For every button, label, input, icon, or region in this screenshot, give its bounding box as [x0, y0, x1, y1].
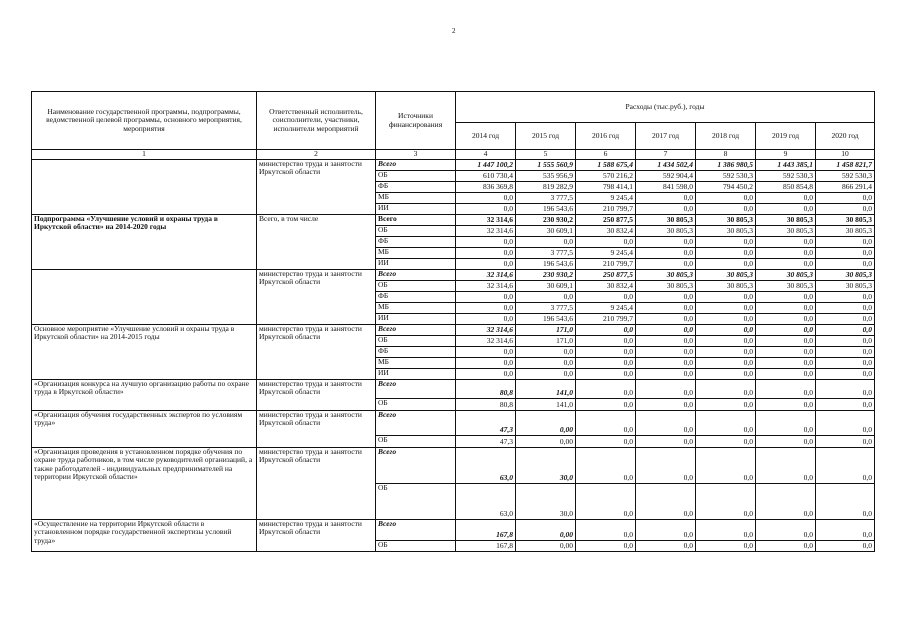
amount-cell: 0,0	[756, 398, 816, 410]
amount-cell: 0,00	[516, 540, 576, 551]
amount-cell: 0,0	[636, 192, 696, 203]
amount-cell: 0,0	[636, 346, 696, 357]
amount-cell: 32 314,6	[456, 280, 516, 291]
column-index: 2	[257, 150, 376, 160]
amount-cell: 0,0	[696, 302, 756, 313]
amount-cell: 0,0	[576, 379, 636, 398]
amount-cell: 0,0	[816, 540, 875, 551]
amount-cell: 196 543,6	[516, 258, 576, 269]
row-name: «Организация проведения в установленном порядке обучения по охране труда работников, в том числе руководителей организаций, а также работодателей - индивидуальных предпринимателей на территории Иркутской области»	[32, 447, 257, 519]
amount-cell: 0,0	[816, 335, 875, 346]
amount-cell: 0,0	[696, 398, 756, 410]
column-index: 7	[636, 150, 696, 160]
amount-cell: 0,0	[816, 291, 875, 302]
amount-cell: 171,0	[516, 335, 576, 346]
amount-cell: 47,3	[456, 435, 516, 447]
year-header: 2019 год	[756, 123, 816, 150]
amount-cell: 230 930,2	[516, 214, 576, 225]
table-row	[32, 214, 875, 225]
funding-source: ОБ	[376, 280, 456, 291]
amount-cell: 0,0	[816, 357, 875, 368]
amount-cell: 0,0	[636, 302, 696, 313]
amount-cell: 0,0	[816, 398, 875, 410]
amount-cell: 866 291,4	[816, 181, 875, 192]
funding-source: ФБ	[376, 346, 456, 357]
header-name: Наименование государственной программы, подпрограммы, ведомственной целевой программы, основного мероприятия, мероприятия	[32, 92, 257, 150]
amount-cell: 30 805,3	[696, 225, 756, 236]
amount-cell: 0,0	[456, 368, 516, 379]
amount-cell: 610 730,4	[456, 170, 516, 181]
amount-cell: 0,0	[456, 302, 516, 313]
amount-cell: 0,0	[756, 236, 816, 247]
amount-cell: 0,0	[456, 236, 516, 247]
amount-cell: 0,0	[456, 346, 516, 357]
column-index: 6	[576, 150, 636, 160]
amount-cell: 836 369,8	[456, 181, 516, 192]
row-executor: министерство труда и занятости Иркутской области	[257, 410, 376, 447]
amount-cell: 1 588 675,4	[576, 159, 636, 170]
amount-cell: 0,0	[636, 483, 696, 519]
amount-cell: 0,0	[576, 335, 636, 346]
amount-cell: 30 832,4	[576, 225, 636, 236]
funding-source: МБ	[376, 302, 456, 313]
amount-cell: 0,0	[576, 236, 636, 247]
column-index: 9	[756, 150, 816, 160]
amount-cell: 63,0	[456, 447, 516, 483]
amount-cell: 0,0	[756, 247, 816, 258]
amount-cell: 0,0	[456, 203, 516, 214]
funding-source: ИИ	[376, 203, 456, 214]
amount-cell: 0,0	[516, 357, 576, 368]
header-executor: Ответственный исполнитель, соисполнители, участники, исполнители мероприятий	[257, 92, 376, 150]
amount-cell: 0,0	[696, 324, 756, 335]
amount-cell: 171,0	[516, 324, 576, 335]
amount-cell: 167,8	[456, 519, 516, 540]
amount-cell: 570 216,2	[576, 170, 636, 181]
amount-cell: 0,0	[576, 291, 636, 302]
amount-cell: 0,0	[696, 291, 756, 302]
amount-cell: 0,0	[756, 192, 816, 203]
amount-cell: 230 930,2	[516, 269, 576, 280]
header-expenses: Расходы (тыс.руб.), годы	[456, 92, 875, 123]
amount-cell: 0,0	[816, 247, 875, 258]
amount-cell: 0,0	[696, 368, 756, 379]
amount-cell: 0,0	[636, 379, 696, 398]
amount-cell: 0,0	[636, 447, 696, 483]
row-executor: министерство труда и занятости Иркутской области	[257, 324, 376, 379]
amount-cell: 0,0	[816, 192, 875, 203]
funding-source: ИИ	[376, 313, 456, 324]
year-header: 2016 год	[576, 123, 636, 150]
amount-cell: 798 414,1	[576, 181, 636, 192]
funding-source: ОБ	[376, 398, 456, 410]
amount-cell: 30 805,3	[756, 280, 816, 291]
amount-cell: 0,0	[756, 302, 816, 313]
amount-cell: 0,0	[756, 313, 816, 324]
funding-source: ИИ	[376, 258, 456, 269]
expenses-table	[31, 91, 875, 552]
funding-source: ОБ	[376, 225, 456, 236]
amount-cell: 0,0	[816, 302, 875, 313]
amount-cell: 819 282,9	[516, 181, 576, 192]
amount-cell: 0,0	[816, 324, 875, 335]
funding-source: МБ	[376, 357, 456, 368]
year-header: 2017 год	[636, 123, 696, 150]
amount-cell: 0,0	[636, 258, 696, 269]
amount-cell: 841 598,0	[636, 181, 696, 192]
funding-source: Всего	[376, 379, 456, 398]
amount-cell: 0,0	[696, 379, 756, 398]
amount-cell: 32 314,6	[456, 335, 516, 346]
funding-source: ОБ	[376, 435, 456, 447]
funding-source: Всего	[376, 214, 456, 225]
amount-cell: 592 530,3	[756, 170, 816, 181]
amount-cell: 0,0	[696, 447, 756, 483]
amount-cell: 0,00	[516, 519, 576, 540]
amount-cell: 0,0	[696, 410, 756, 435]
amount-cell: 0,0	[816, 483, 875, 519]
row-executor: министерство труда и занятости Иркутской области	[257, 269, 376, 324]
amount-cell: 0,0	[576, 447, 636, 483]
amount-cell: 80,8	[456, 398, 516, 410]
amount-cell: 250 877,5	[576, 214, 636, 225]
funding-source: ОБ	[376, 483, 456, 519]
amount-cell: 30 805,3	[636, 269, 696, 280]
amount-cell: 167,8	[456, 540, 516, 551]
table-row	[32, 269, 875, 280]
funding-source: ИИ	[376, 368, 456, 379]
amount-cell: 210 799,7	[576, 258, 636, 269]
amount-cell: 3 777,5	[516, 192, 576, 203]
amount-cell: 0,0	[576, 346, 636, 357]
amount-cell: 0,0	[756, 519, 816, 540]
amount-cell: 0,0	[456, 291, 516, 302]
funding-source: ОБ	[376, 170, 456, 181]
funding-source: Всего	[376, 324, 456, 335]
amount-cell: 0,0	[816, 346, 875, 357]
amount-cell: 0,0	[756, 258, 816, 269]
amount-cell: 210 799,7	[576, 203, 636, 214]
row-name	[32, 159, 257, 214]
amount-cell: 1 386 980,5	[696, 159, 756, 170]
amount-cell: 0,0	[696, 357, 756, 368]
row-name: «Организация обучения государственных экспертов по условиям труда»	[32, 410, 257, 447]
funding-source: ФБ	[376, 181, 456, 192]
amount-cell: 30 609,1	[516, 225, 576, 236]
table-row	[32, 324, 875, 335]
amount-cell: 0,0	[756, 335, 816, 346]
amount-cell: 0,0	[636, 357, 696, 368]
amount-cell: 0,0	[636, 313, 696, 324]
amount-cell: 0,00	[516, 435, 576, 447]
amount-cell: 0,0	[696, 236, 756, 247]
amount-cell: 592 530,3	[696, 170, 756, 181]
amount-cell: 0,0	[456, 313, 516, 324]
amount-cell: 80,8	[456, 379, 516, 398]
amount-cell: 0,0	[576, 540, 636, 551]
funding-source: Всего	[376, 519, 456, 540]
funding-source: МБ	[376, 247, 456, 258]
amount-cell: 250 877,5	[576, 269, 636, 280]
table-row	[32, 379, 875, 398]
amount-cell: 1 443 385,1	[756, 159, 816, 170]
amount-cell: 30 805,3	[756, 214, 816, 225]
year-header: 2018 год	[696, 123, 756, 150]
funding-source: Всего	[376, 269, 456, 280]
amount-cell: 1 555 560,9	[516, 159, 576, 170]
column-index: 10	[816, 150, 875, 160]
amount-cell: 30 805,3	[756, 225, 816, 236]
year-header: 2015 год	[516, 123, 576, 150]
amount-cell: 0,0	[696, 192, 756, 203]
amount-cell: 0,0	[636, 236, 696, 247]
amount-cell: 0,0	[576, 519, 636, 540]
amount-cell: 1 458 821,7	[816, 159, 875, 170]
amount-cell: 0,0	[816, 410, 875, 435]
amount-cell: 0,0	[816, 435, 875, 447]
amount-cell: 0,0	[636, 540, 696, 551]
amount-cell: 0,0	[816, 379, 875, 398]
amount-cell: 30 805,3	[816, 225, 875, 236]
amount-cell: 0,0	[576, 410, 636, 435]
amount-cell: 592 530,3	[816, 170, 875, 181]
header-sources: Источники финансирования	[376, 92, 456, 150]
amount-cell: 0,0	[636, 335, 696, 346]
year-header: 2020 год	[816, 123, 875, 150]
amount-cell: 30 805,3	[636, 225, 696, 236]
amount-cell: 0,0	[576, 398, 636, 410]
row-name: Основное мероприятие «Улучшение условий и охраны труда в Иркутской области» на 2014-2015 годы	[32, 324, 257, 379]
amount-cell: 0,0	[636, 435, 696, 447]
amount-cell: 0,0	[756, 291, 816, 302]
amount-cell: 0,0	[696, 483, 756, 519]
amount-cell: 30 805,3	[696, 214, 756, 225]
amount-cell: 32 314,6	[456, 214, 516, 225]
row-name: «Осуществление на территории Иркутской области в установленном порядке государственной экспертизы условий труда»	[32, 519, 257, 551]
amount-cell: 0,0	[636, 368, 696, 379]
year-header: 2014 год	[456, 123, 516, 150]
amount-cell: 0,0	[816, 236, 875, 247]
amount-cell: 30 805,3	[636, 214, 696, 225]
amount-cell: 30,0	[516, 483, 576, 519]
amount-cell: 0,0	[816, 447, 875, 483]
amount-cell: 0,0	[516, 368, 576, 379]
amount-cell: 0,0	[756, 379, 816, 398]
amount-cell: 0,0	[756, 410, 816, 435]
amount-cell: 30 609,1	[516, 280, 576, 291]
amount-cell: 0,0	[576, 357, 636, 368]
amount-cell: 0,0	[696, 335, 756, 346]
page-number: 2	[452, 27, 456, 35]
amount-cell: 0,0	[756, 203, 816, 214]
amount-cell: 0,0	[576, 483, 636, 519]
column-index: 8	[696, 150, 756, 160]
amount-cell: 0,0	[456, 247, 516, 258]
column-index: 3	[376, 150, 456, 160]
amount-cell: 0,0	[516, 291, 576, 302]
amount-cell: 9 245,4	[576, 247, 636, 258]
amount-cell: 9 245,4	[576, 192, 636, 203]
column-index: 4	[456, 150, 516, 160]
amount-cell: 0,0	[756, 435, 816, 447]
amount-cell: 0,0	[756, 346, 816, 357]
funding-source: Всего	[376, 447, 456, 483]
row-executor: министерство труда и занятости Иркутской области	[257, 519, 376, 551]
amount-cell: 47,3	[456, 410, 516, 435]
amount-cell: 0,0	[696, 540, 756, 551]
funding-source: ФБ	[376, 236, 456, 247]
amount-cell: 0,0	[696, 247, 756, 258]
amount-cell: 3 777,5	[516, 247, 576, 258]
amount-cell: 30 805,3	[756, 269, 816, 280]
table-row	[32, 159, 875, 170]
amount-cell: 196 543,6	[516, 203, 576, 214]
amount-cell: 0,0	[576, 368, 636, 379]
amount-cell: 32 314,6	[456, 225, 516, 236]
amount-cell: 0,00	[516, 410, 576, 435]
table-row	[32, 519, 875, 540]
amount-cell: 141,0	[516, 379, 576, 398]
amount-cell: 0,0	[756, 483, 816, 519]
row-executor: Всего, в том числе	[257, 214, 376, 269]
amount-cell: 0,0	[636, 324, 696, 335]
funding-source: ОБ	[376, 540, 456, 551]
funding-source: МБ	[376, 192, 456, 203]
amount-cell: 32 314,6	[456, 324, 516, 335]
amount-cell: 0,0	[756, 540, 816, 551]
amount-cell: 0,0	[636, 398, 696, 410]
amount-cell: 0,0	[816, 519, 875, 540]
amount-cell: 794 450,2	[696, 181, 756, 192]
row-name	[32, 269, 257, 324]
amount-cell: 0,0	[816, 313, 875, 324]
row-name: Подпрограмма «Улучшение условий и охраны труда в Иркутской области» на 2014-2020 годы	[32, 214, 257, 269]
row-executor: министерство труда и занятости Иркутской области	[257, 379, 376, 410]
amount-cell: 0,0	[756, 368, 816, 379]
amount-cell: 9 245,4	[576, 302, 636, 313]
amount-cell: 30 805,3	[696, 269, 756, 280]
amount-cell: 0,0	[456, 258, 516, 269]
amount-cell: 850 854,8	[756, 181, 816, 192]
amount-cell: 30 832,4	[576, 280, 636, 291]
amount-cell: 30 805,3	[636, 280, 696, 291]
row-name: «Организация конкурса на лучшую организацию работы по охране труда в Иркутской области»	[32, 379, 257, 410]
row-executor: министерство труда и занятости Иркутской области	[257, 159, 376, 214]
amount-cell: 0,0	[696, 519, 756, 540]
amount-cell: 0,0	[696, 258, 756, 269]
amount-cell: 0,0	[696, 313, 756, 324]
amount-cell: 0,0	[756, 357, 816, 368]
amount-cell: 30 805,3	[816, 269, 875, 280]
amount-cell: 30 805,3	[816, 214, 875, 225]
amount-cell: 210 799,7	[576, 313, 636, 324]
funding-source: ОБ	[376, 335, 456, 346]
amount-cell: 30 805,3	[696, 280, 756, 291]
amount-cell: 0,0	[516, 236, 576, 247]
amount-cell: 1 447 100,2	[456, 159, 516, 170]
table-row	[32, 447, 875, 483]
amount-cell: 535 956,9	[516, 170, 576, 181]
amount-cell: 0,0	[636, 247, 696, 258]
amount-cell: 0,0	[636, 291, 696, 302]
amount-cell: 0,0	[816, 203, 875, 214]
table-row	[32, 410, 875, 435]
amount-cell: 0,0	[816, 258, 875, 269]
amount-cell: 0,0	[636, 519, 696, 540]
amount-cell: 0,0	[756, 447, 816, 483]
column-index: 5	[516, 150, 576, 160]
amount-cell: 0,0	[456, 192, 516, 203]
amount-cell: 0,0	[696, 435, 756, 447]
amount-cell: 32 314,6	[456, 269, 516, 280]
amount-cell: 30 805,3	[816, 280, 875, 291]
amount-cell: 0,0	[516, 346, 576, 357]
amount-cell: 0,0	[756, 324, 816, 335]
funding-source: ФБ	[376, 291, 456, 302]
amount-cell: 1 434 502,4	[636, 159, 696, 170]
row-executor: министерство труда и занятости Иркутской области	[257, 447, 376, 519]
amount-cell: 0,0	[576, 435, 636, 447]
amount-cell: 0,0	[636, 203, 696, 214]
column-index: 1	[32, 150, 257, 160]
amount-cell: 196 543,6	[516, 313, 576, 324]
amount-cell: 30,0	[516, 447, 576, 483]
amount-cell: 63,0	[456, 483, 516, 519]
amount-cell: 0,0	[576, 324, 636, 335]
amount-cell: 0,0	[696, 346, 756, 357]
funding-source: Всего	[376, 159, 456, 170]
amount-cell: 0,0	[816, 368, 875, 379]
amount-cell: 0,0	[636, 410, 696, 435]
amount-cell: 592 904,4	[636, 170, 696, 181]
amount-cell: 0,0	[696, 203, 756, 214]
amount-cell: 3 777,5	[516, 302, 576, 313]
funding-source: Всего	[376, 410, 456, 435]
amount-cell: 0,0	[456, 357, 516, 368]
amount-cell: 141,0	[516, 398, 576, 410]
